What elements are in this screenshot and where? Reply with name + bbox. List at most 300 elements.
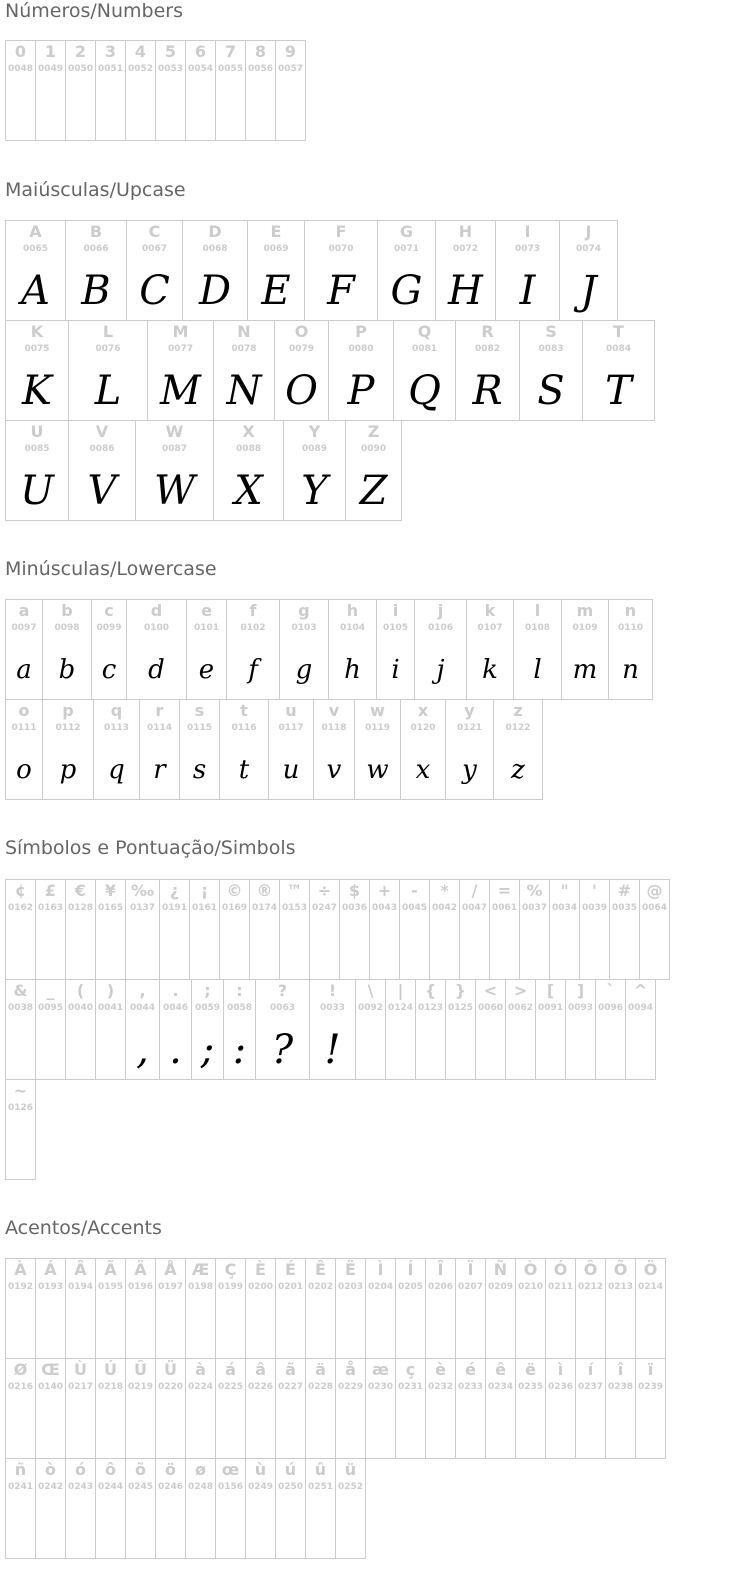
glyph-cell [5, 420, 69, 521]
glyph-cell [608, 599, 653, 700]
character-label: ò [45, 1460, 56, 1479]
glyph-cell [639, 879, 670, 980]
character-label: ^ [633, 981, 648, 1000]
character-label: Ç [224, 1260, 237, 1279]
glyph-cell [191, 979, 224, 1080]
glyph-cell [219, 699, 269, 800]
character-label: ` [606, 981, 615, 1000]
character-code: 0161 [191, 903, 218, 913]
character-label: î [617, 1360, 624, 1379]
character-label: d [150, 601, 163, 620]
character-label: ú [284, 1460, 297, 1479]
character-label: = [497, 881, 512, 900]
glyph-cell [605, 1358, 636, 1459]
character-label: a [18, 601, 30, 620]
character-code: 0094 [627, 1003, 654, 1013]
character-label: ñ [14, 1460, 27, 1479]
section-title: Símbolos e Pontuação/Simbols [5, 837, 296, 859]
character-label: I [524, 222, 531, 241]
glyph-cell [68, 320, 148, 421]
character-label: ì [557, 1360, 564, 1379]
character-label: u [285, 701, 297, 720]
character-label: K [30, 322, 44, 341]
character-label: # [617, 881, 632, 900]
character-label: ä [315, 1360, 326, 1379]
character-label: m [576, 601, 594, 620]
character-code: 0098 [54, 623, 80, 633]
character-label: Ì [377, 1260, 384, 1279]
character-label: S [545, 322, 557, 341]
character-code: 0077 [167, 344, 194, 354]
character-code: 0061 [491, 903, 518, 913]
glyph-cell [565, 979, 596, 1080]
character-code: 0225 [217, 1382, 244, 1392]
glyph-cell [455, 320, 520, 421]
character-code: 0117 [278, 723, 304, 733]
character-code: 0068 [202, 244, 228, 254]
character-label: | [397, 981, 404, 1000]
glyph-cell [445, 979, 476, 1080]
character-label: c [104, 601, 114, 620]
character-code: 0247 [311, 903, 338, 913]
glyph-cell [455, 1358, 486, 1459]
script-glyph: a [16, 655, 32, 685]
glyph-cell [635, 1358, 666, 1459]
character-code: 0193 [37, 1282, 64, 1292]
character-code: 0111 [11, 723, 37, 733]
character-code: 0034 [551, 903, 578, 913]
script-glyph: . [169, 1027, 182, 1073]
character-label: Ñ [493, 1260, 508, 1279]
glyph-cell [215, 40, 246, 141]
character-label: é [465, 1360, 476, 1379]
glyph-cell [313, 699, 355, 800]
character-label: Õ [613, 1260, 628, 1279]
script-glyph: o [16, 755, 32, 785]
glyph-cell [185, 40, 216, 141]
script-glyph: W [153, 468, 196, 514]
glyph-cell [275, 1258, 306, 1359]
glyph-cell [515, 1258, 546, 1359]
character-code: 0043 [371, 903, 398, 913]
character-label: Y [308, 422, 321, 441]
script-glyph: P [347, 368, 375, 414]
glyph-cell [395, 1358, 426, 1459]
character-code: 0100 [143, 623, 170, 633]
character-label: € [74, 881, 87, 900]
script-glyph: N [226, 368, 262, 414]
character-code: 0216 [7, 1382, 34, 1392]
character-code: 0220 [157, 1382, 184, 1392]
script-glyph: C [139, 268, 170, 314]
script-glyph: f [248, 655, 258, 685]
script-glyph: , [136, 1027, 149, 1073]
glyph-cell [335, 1458, 366, 1559]
character-code: 0233 [457, 1382, 484, 1392]
character-code: 0212 [577, 1282, 604, 1292]
character-code: 0049 [37, 64, 64, 74]
glyph-cell [182, 220, 248, 321]
character-code: 0205 [397, 1282, 424, 1292]
character-code: 0035 [611, 903, 638, 913]
character-code: 0062 [507, 1003, 534, 1013]
character-label: C [148, 222, 161, 241]
script-glyph: v [326, 755, 342, 785]
character-code: 0116 [231, 723, 257, 733]
character-label: Å [164, 1260, 177, 1279]
glyph-row [5, 979, 656, 1079]
script-glyph: : [232, 1027, 247, 1073]
character-code: 0214 [637, 1282, 664, 1292]
character-code: 0104 [339, 623, 366, 633]
character-label: ó [75, 1460, 86, 1479]
character-code: 0065 [22, 244, 49, 254]
character-label: û [314, 1460, 327, 1479]
character-code: 0199 [217, 1282, 244, 1292]
character-code: 0112 [55, 723, 81, 733]
character-code: 0075 [24, 344, 50, 354]
script-glyph: ; [200, 1027, 215, 1073]
character-label: . [172, 981, 179, 1000]
script-glyph: Z [359, 468, 388, 514]
character-code: 0162 [7, 903, 34, 913]
script-glyph: K [22, 368, 52, 414]
script-glyph: q [108, 755, 125, 785]
character-label: G [399, 222, 414, 241]
character-label: w [370, 701, 385, 720]
character-code: 0036 [341, 903, 368, 913]
glyph-cell [575, 1258, 606, 1359]
character-code: 0206 [427, 1282, 454, 1292]
character-label: e [201, 601, 212, 620]
character-label: ü [344, 1460, 357, 1479]
character-label: + [377, 881, 392, 900]
glyph-cell [425, 1258, 456, 1359]
character-label: U [30, 422, 44, 441]
character-code: 0080 [348, 344, 374, 354]
character-code: 0099 [96, 623, 122, 633]
glyph-cell [414, 599, 467, 700]
character-label: * [440, 881, 449, 900]
character-label: Ó [553, 1260, 568, 1279]
glyph-cell [5, 699, 43, 800]
character-code: 0236 [547, 1382, 574, 1392]
character-code: 0041 [97, 1003, 124, 1013]
character-code: 0228 [307, 1382, 334, 1392]
character-code: 0197 [157, 1282, 184, 1292]
character-label: o [18, 701, 30, 720]
glyph-cell [245, 1258, 276, 1359]
script-glyph: R [472, 368, 503, 414]
character-code: 0124 [387, 1003, 414, 1013]
script-glyph: D [198, 268, 232, 314]
character-label: Q [417, 322, 432, 341]
glyph-cell [35, 40, 66, 141]
character-label: v [328, 701, 340, 720]
character-code: 0165 [97, 903, 124, 913]
character-label: 2 [74, 42, 87, 61]
glyph-cell [95, 1458, 126, 1559]
script-glyph: r [153, 755, 166, 785]
character-code: 0105 [382, 623, 409, 633]
character-code: 0072 [452, 244, 479, 254]
glyph-cell [245, 1458, 276, 1559]
glyph-cell [213, 420, 284, 521]
glyph-cell [393, 320, 456, 421]
character-label: Ï [467, 1260, 474, 1279]
character-code: 0053 [157, 64, 184, 74]
character-code: 0198 [187, 1282, 214, 1292]
glyph-cell [155, 40, 186, 141]
script-glyph: ! [324, 1027, 341, 1073]
glyph-cell [274, 320, 329, 421]
character-label: _ [46, 981, 55, 1000]
character-label: © [226, 881, 243, 900]
character-code: 0085 [24, 444, 50, 454]
glyph-cell [609, 879, 640, 980]
glyph-cell [5, 320, 69, 421]
glyph-cell [213, 320, 275, 421]
glyph-cell [493, 699, 543, 800]
character-label: X [242, 422, 255, 441]
script-glyph: k [482, 655, 498, 685]
glyph-cell [215, 1358, 246, 1459]
character-code: 0045 [401, 903, 428, 913]
character-label: > [513, 981, 528, 1000]
glyph-row [5, 420, 402, 520]
glyph-cell [186, 599, 227, 700]
character-code: 0210 [517, 1282, 544, 1292]
script-glyph: j [436, 655, 445, 685]
glyph-cell [91, 599, 127, 700]
glyph-cell [305, 1258, 336, 1359]
character-code: 0056 [247, 64, 274, 74]
glyph-cell [5, 1458, 36, 1559]
character-code: 0246 [157, 1482, 184, 1492]
character-label: s [194, 701, 205, 720]
glyph-cell [155, 1258, 186, 1359]
glyph-cell [595, 979, 626, 1080]
character-label: Ã [104, 1260, 117, 1279]
character-label: T [613, 322, 624, 341]
glyph-cell [455, 1258, 486, 1359]
character-label: Ë [345, 1260, 356, 1279]
character-label: " [560, 881, 569, 900]
script-glyph: Q [408, 368, 441, 414]
character-code: 0238 [607, 1382, 634, 1392]
glyph-cell [459, 879, 490, 980]
script-glyph: A [21, 268, 50, 314]
character-label: Œ [41, 1360, 60, 1379]
glyph-cell [255, 979, 310, 1080]
glyph-cell [275, 40, 306, 141]
character-label: ¥ [104, 881, 117, 900]
glyph-cell [335, 1358, 366, 1459]
character-code: 0076 [95, 344, 121, 354]
script-glyph: S [537, 368, 565, 414]
character-code: 0202 [307, 1282, 334, 1292]
character-code: 0096 [597, 1003, 624, 1013]
character-label: ô [105, 1460, 116, 1479]
glyph-cell [400, 699, 446, 800]
character-label: à [195, 1360, 206, 1379]
character-label: ã [285, 1360, 296, 1379]
character-label: 0 [14, 42, 27, 61]
glyph-cell [245, 40, 276, 141]
glyph-cell [635, 1258, 666, 1359]
glyph-cell [283, 420, 346, 521]
character-code: 0121 [456, 723, 483, 733]
character-code: 0093 [567, 1003, 594, 1013]
script-glyph: U [20, 468, 54, 514]
script-glyph: O [285, 368, 318, 414]
character-code: 0251 [307, 1482, 334, 1492]
section-title: Maiúsculas/Upcase [5, 179, 186, 201]
character-label: : [236, 981, 243, 1000]
glyph-cell [519, 320, 583, 421]
glyph-cell [376, 599, 415, 700]
character-code: 0226 [247, 1382, 274, 1392]
character-code: 0055 [217, 64, 244, 74]
glyph-cell [5, 979, 36, 1080]
script-glyph: T [605, 368, 632, 414]
character-code: 0042 [431, 903, 458, 913]
glyph-cell [95, 979, 126, 1080]
character-code: 0081 [411, 344, 438, 354]
character-label: @ [646, 881, 663, 900]
character-code: 0245 [127, 1482, 154, 1492]
character-code: 0054 [187, 64, 214, 74]
glyph-cell [475, 979, 506, 1080]
character-code: 0063 [269, 1003, 296, 1013]
script-glyph: J [580, 268, 597, 314]
character-code: 0122 [505, 723, 531, 733]
glyph-cell [215, 1458, 246, 1559]
character-label: - [411, 881, 418, 900]
glyph-row [5, 220, 618, 320]
character-code: 0137 [129, 903, 156, 913]
script-glyph: H [448, 268, 483, 314]
character-label: ç [405, 1360, 416, 1379]
character-code: 0051 [97, 64, 124, 74]
glyph-cell [93, 699, 140, 800]
character-label: È [255, 1260, 266, 1279]
character-code: 0201 [277, 1282, 304, 1292]
glyph-cell [305, 1458, 336, 1559]
character-label: j [437, 601, 444, 620]
glyph-cell [339, 879, 370, 980]
glyph-cell [65, 40, 96, 141]
glyph-cell [5, 1258, 36, 1359]
character-label: É [285, 1260, 296, 1279]
script-glyph: B [81, 268, 111, 314]
character-code: 0071 [393, 244, 420, 254]
glyph-cell [399, 879, 430, 980]
glyph-row [5, 1358, 666, 1458]
character-label: Ô [583, 1260, 598, 1279]
glyph-cell [549, 879, 580, 980]
script-glyph: h [344, 655, 361, 685]
character-label: Í [407, 1260, 414, 1279]
glyph-cell [35, 979, 66, 1080]
character-code: 0243 [67, 1482, 94, 1492]
character-label: 7 [224, 42, 237, 61]
glyph-cell [185, 1358, 216, 1459]
character-code: 0123 [417, 1003, 444, 1013]
character-code: 0106 [427, 623, 454, 633]
character-label: ' [592, 881, 597, 900]
glyph-cell [95, 40, 126, 141]
character-code: 0125 [447, 1003, 474, 1013]
character-code: 0088 [235, 444, 262, 454]
glyph-cell [125, 40, 156, 141]
glyph-cell [247, 220, 305, 321]
character-code: 0089 [301, 444, 328, 454]
script-glyph: s [192, 755, 207, 785]
glyph-row [5, 1079, 36, 1179]
glyph-cell [385, 979, 416, 1080]
character-label: À [14, 1260, 27, 1279]
script-glyph: w [366, 755, 389, 785]
character-label: \ [367, 981, 374, 1000]
character-label: í [587, 1360, 594, 1379]
character-code: 0048 [7, 64, 34, 74]
character-code: 0250 [277, 1482, 304, 1492]
character-code: 0113 [103, 723, 130, 733]
glyph-cell [575, 1358, 606, 1459]
glyph-cell [35, 1258, 66, 1359]
character-code: 0057 [277, 64, 304, 74]
character-code: 0230 [367, 1382, 394, 1392]
character-code: 0114 [146, 723, 173, 733]
character-label: å [345, 1360, 356, 1379]
character-label: N [237, 322, 251, 341]
glyph-cell [561, 599, 609, 700]
glyph-row [5, 599, 653, 699]
character-code: 0156 [217, 1482, 244, 1492]
glyph-cell [513, 599, 562, 700]
glyph-cell [135, 420, 214, 521]
character-code: 0058 [226, 1003, 253, 1013]
character-code: 0044 [129, 1003, 156, 1013]
character-code: 0097 [11, 623, 37, 633]
character-code: 0095 [37, 1003, 64, 1013]
character-code: 0232 [427, 1382, 454, 1392]
character-label: ! [328, 981, 337, 1000]
script-glyph: L [94, 368, 122, 414]
character-code: 0033 [319, 1003, 346, 1013]
glyph-cell [5, 1079, 36, 1180]
character-code: 0118 [321, 723, 347, 733]
character-code: 0163 [37, 903, 64, 913]
glyph-cell [95, 879, 126, 980]
character-label: R [481, 322, 494, 341]
character-label: ) [106, 981, 115, 1000]
character-code: 0067 [141, 244, 168, 254]
character-label: x [417, 701, 429, 720]
character-label: W [165, 422, 184, 441]
character-label: Ö [643, 1260, 658, 1279]
script-glyph: i [391, 655, 400, 685]
character-label: Ò [523, 1260, 538, 1279]
character-label: p [62, 701, 74, 720]
character-label: 6 [194, 42, 207, 61]
character-label: ~ [13, 1081, 28, 1100]
glyph-cell [68, 420, 136, 521]
glyph-cell [605, 1258, 636, 1359]
character-label: t [240, 701, 248, 720]
character-label: E [270, 222, 282, 241]
